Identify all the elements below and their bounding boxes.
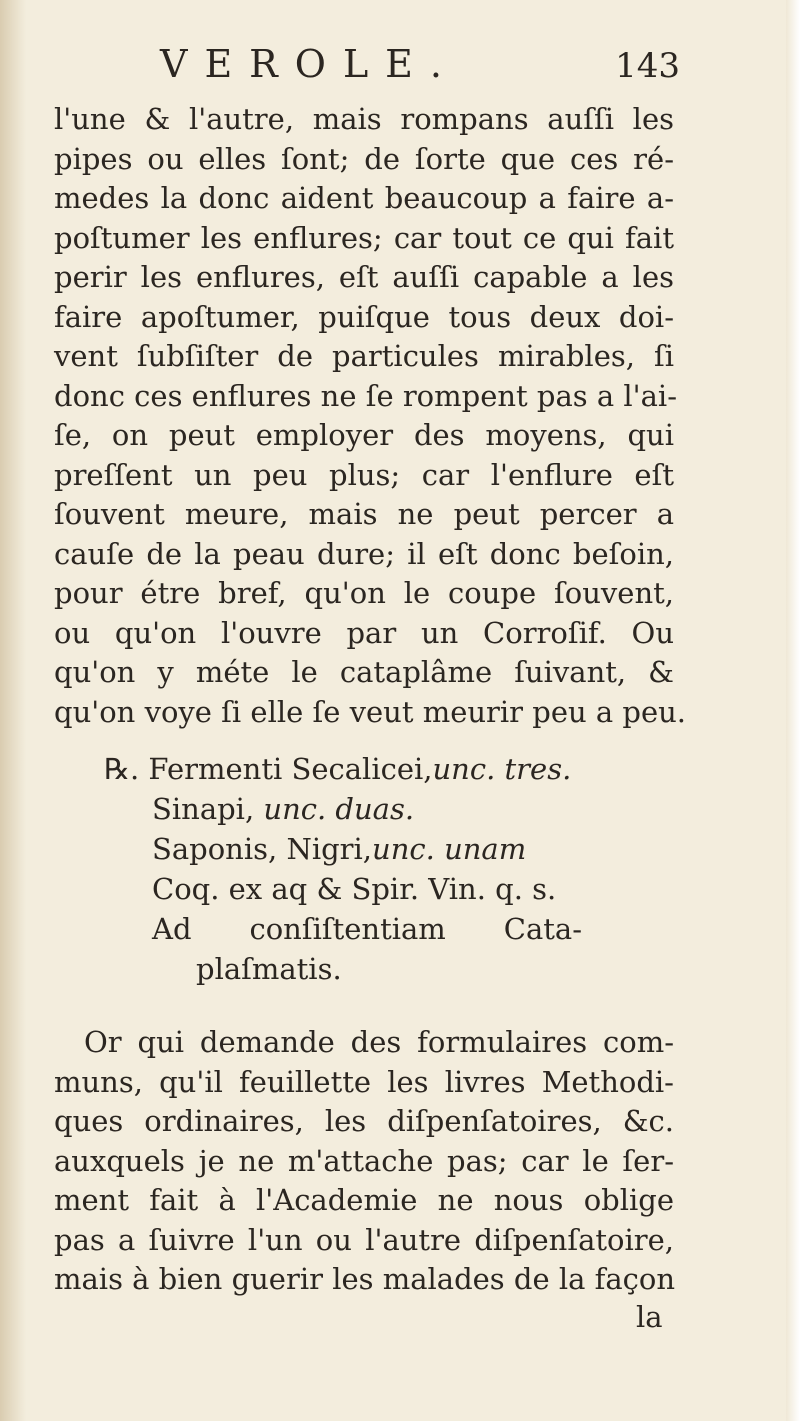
- text-line: ques ordinaires, les diſpenſatoires, &c.: [54, 1104, 674, 1138]
- spine-shadow: [0, 0, 26, 1421]
- recipe-quantity: unc. tres.: [432, 752, 572, 786]
- page-number: 143: [615, 46, 680, 86]
- recipe-block: [104, 749, 604, 989]
- text-line: l'une & l'autre, mais rompans auſſi les: [54, 102, 674, 136]
- text-line: qu'on y méte le cataplâme ſuivant, &: [54, 655, 674, 689]
- text-line: qu'on voye ſi elle ſe veut meurir peu a peu.: [54, 694, 687, 729]
- text-line: auxquels je ne m'attache pas; car le ſer-: [54, 1143, 674, 1178]
- recipe-quantity: unc. unam: [372, 832, 527, 866]
- catchword: la: [636, 1300, 663, 1334]
- recipe-line: [104, 829, 604, 869]
- recipe-line: [104, 909, 582, 949]
- recipe-line: Coq. ex aq & Spir. Vin. q. s.: [152, 872, 557, 906]
- recipe-ingredient: Sinapi,: [152, 792, 255, 826]
- text-line: ou qu'on l'ouvre par un Corroſif. Ou: [54, 615, 674, 650]
- recipe-quantity: unc. duas.: [263, 792, 415, 826]
- recipe-line: [104, 789, 604, 829]
- text-line: ment fait à l'Academie ne nous oblige: [54, 1183, 674, 1217]
- recipe-line: [104, 749, 604, 789]
- text-line: medes la donc aident beaucoup a faire a-: [54, 181, 674, 215]
- text-line: pas a ſuivre l'un ou l'autre diſpenſatoire,: [54, 1222, 674, 1257]
- text-line: cauſe de la peau dure; il eſt donc beſoin,: [54, 536, 674, 571]
- page-edge: [786, 0, 800, 1421]
- recipe-ingredient: ℞. Fermenti Secalicei,: [104, 752, 433, 786]
- text-line: vent ſubſiſter de particules mirables, ſi: [54, 339, 674, 373]
- page-header: [160, 42, 680, 94]
- recipe-ingredient: Saponis, Nigri,: [152, 832, 373, 866]
- text-line: ſe, on peut employer des moyens, qui: [54, 418, 674, 452]
- text-line: poſtumer les enflures; car tout ce qui fait: [54, 220, 674, 255]
- text-line: donc ces enflures ne ſe rompent pas a l'ai-: [54, 378, 677, 413]
- text-line: pour étre bref, qu'on le coupe ſouvent,: [54, 576, 674, 610]
- recipe-line: plaſmatis.: [196, 952, 342, 986]
- text-line: faire apoſtumer, puiſque tous deux doi-: [54, 299, 674, 334]
- body-paragraph-2: [54, 1023, 674, 1300]
- running-title: VEROLE.: [160, 42, 459, 86]
- text-line: muns, qu'il feuillette les livres Methodi-: [54, 1064, 674, 1099]
- text-line: perir les enflures, eſt auſſi capable a les: [54, 260, 674, 294]
- text-line: mais à bien guerir les malades de la façon: [54, 1262, 676, 1296]
- recipe-word: Ad: [152, 912, 192, 946]
- text-line: preſſent un peu plus; car l'enflure eſt: [54, 457, 674, 492]
- text-line: pipes ou elles ſont; de ſorte que ces ré-: [54, 141, 674, 176]
- body-paragraph-1: [54, 100, 687, 732]
- recipe-word: conſiſtentiam: [249, 912, 446, 946]
- text-line: Or qui demande des formulaires com-: [84, 1025, 674, 1059]
- recipe-word: Cata-: [503, 912, 582, 946]
- text-line: ſouvent meure, mais ne peut percer a: [54, 497, 674, 531]
